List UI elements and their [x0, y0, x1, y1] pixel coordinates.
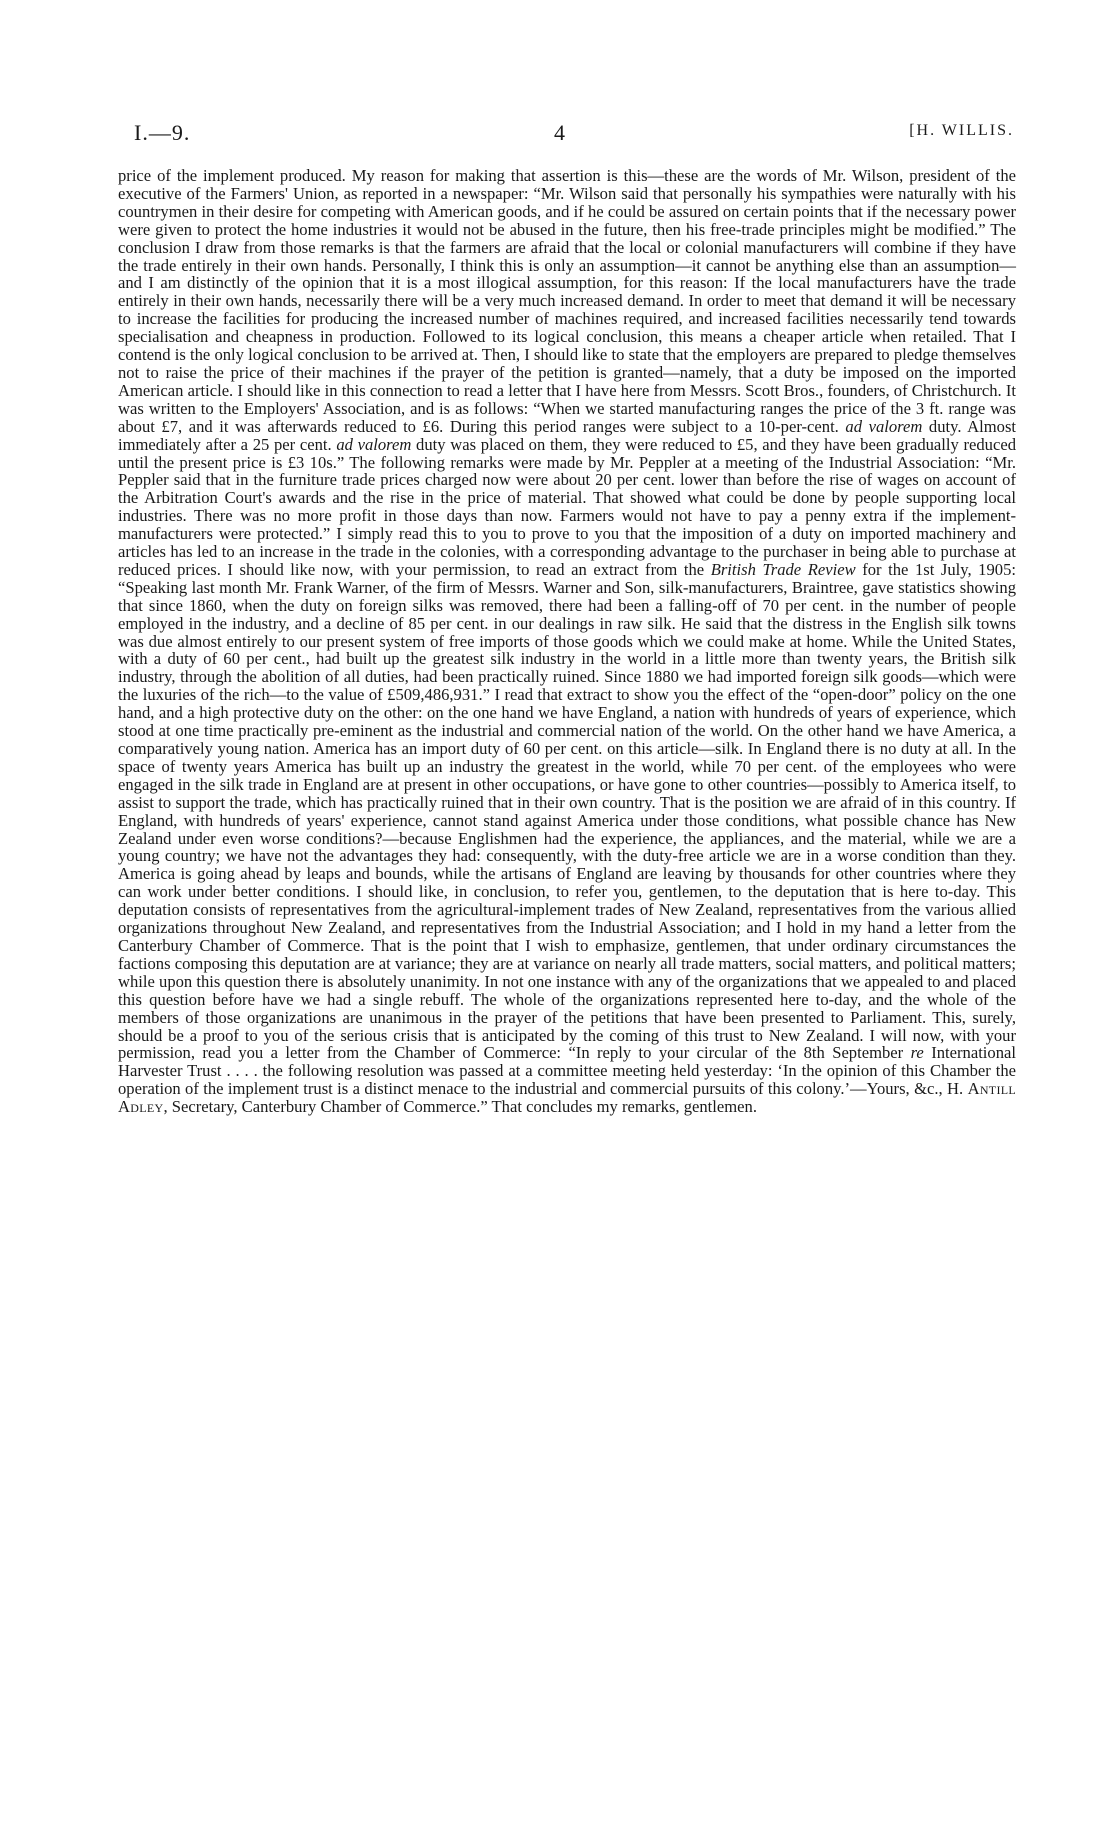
- page-header: [134, 120, 1014, 150]
- body-text: [118, 167, 1016, 1116]
- speaker-name: [H. WILLIS.: [909, 122, 1014, 139]
- text-run: duty was placed on them, they were reduced to £5, and they have been gradually reduced until the present price is £3 10s.” The following remarks were made by Mr. Peppler at a meeting of the Industrial Association: “Mr. Peppler said that in the furniture trade prices charged now were about 20 per cent. lower than before the rise of wages on account of the Arbitration Court's awards and the rise in the price of material. That showed what could be done by people supporting local industries. There was no more profit in those days than now. Farmers would not have to pay a penny extra if the implement-manufacturers were protected.” I simply read this to you to prove to you that the imposition of a duty on imported machinery and articles has led to an increase in the trade in the colonies, with a corresponding advantage to the purchaser in being able to purchase at reduced prices. I should like now, with your permission, to read an extract from the: [118, 434, 1016, 579]
- page-number: 4: [554, 120, 565, 145]
- parliamentary-paper-reference: I.—9.: [134, 120, 191, 145]
- text-run: duty. Almost immediately after a 25 per cent.: [118, 416, 1017, 454]
- italic-term: ad valorem: [336, 434, 412, 454]
- italic-term: ad valorem: [845, 416, 923, 436]
- paragraph: [118, 167, 1016, 1116]
- text-run: for the 1st July, 1905: “Speaking last month Mr. Frank Warner, of the firm of Messrs. Warner and Son, silk-manufacturers, Braintree, gave statistics showing that since 1860, when the duty on foreign silks was removed, there had been a falling-off of 70 per cent. in the number of people employed in the industry, and a decline of 85 per cent. in our dealings in raw silk. He said that the distress in the English silk towns was due almost entirely to our present system of free imports of those goods which we could make at home. While the United States, with a duty of 60 per cent., had built up the greatest silk industry in the world in a little more than twenty years, the British silk industry, through the abolition of all duties, had been practically ruined. Since 1880 we had imported foreign silk goods—which were the luxuries of the rich—to the value of £509,486,931.” I read that extract to show you the effect of the “open-door” policy on the one hand, and a high protective duty on the other: on the one hand we have England, a nation with hundreds of years of experience, which stood at one time practically pre-eminent as the industrial and commercial nation of the world. On the other hand we have America, a comparatively young nation. America has an import duty of 60 per cent. on this article—silk. In England there is no duty at all. In the space of twenty years America has built up an industry the greatest in the world, while 70 per cent. of the employees who were engaged in the silk trade in England are at present in other occupations, or have gone to other countries—possibly to America itself, to assist to support the trade, which has practically ruined that in their own country. That is the position we are afraid of in this country. If England, with hundreds of years' experience, cannot stand against America under those conditions, what possible chance has New Zealand under even worse conditions?—because Englishmen had the experience, the appliances, and the material, while we are a young country; we have not the advantages they had: consequently, with the duty-free article we are in a worse condition than they. America is going ahead by leaps and bounds, while the artisans of England are leaving by thousands for other countries where they can work under better conditions. I should like, in conclusion, to refer you, gentlemen, to the deputation that is here to-day. This deputation consists of representatives from the agricultural-implement trades of New Zealand, representatives from the various allied organizations throughout New Zealand, and representatives from the Industrial Association; and I hold in my hand a letter from the Canterbury Chamber of Commerce. That is the point that I wish to emphasize, gentlemen, that under ordinary circumstances the factions composing this deputation are at variance; they are at variance on nearly all trade matters, social matters, and political matters; while upon this question there is absolutely unanimity. In not one instance with any of the organizations that we appealed to and placed this question before have we had a single rebuff. The whole of the organizations represented here to-day, and the whole of the members of those organizations are unanimous in the prayer of the petitions that have been presented to Parliament. This, surely, should be a proof to you of the serious crisis that is anticipated by the coming of this trust to New Zealand. I will now, with your permission, read you a letter from the Chamber of Commerce: “In reply to your circular of the 8th September: [118, 559, 1016, 1063]
- signatory-name: Antill Adley: [118, 1079, 1016, 1117]
- italic-publication-title: British Trade Review: [710, 559, 856, 579]
- italic-term: re: [910, 1043, 924, 1063]
- text-run: , Secretary, Canterbury Chamber of Commerce.” That concludes my remarks, gentlemen.: [163, 1097, 757, 1117]
- text-run: price of the implement produced. My reason for making that assertion is this—these are the words of Mr. Wilson, president of the executive of the Farmers' Union, as reported in a newspaper: “Mr. Wilson said that personally his sympathies were naturally with his countrymen in their desire for competing with American goods, and if he could be assured on certain points that if the necessary power were given to protect the home industries it would not be abused in the future, then his free-trade principles might be modified.” The conclusion I draw from those remarks is that the farmers are afraid that the local or colonial manufacturers will combine if they have the trade entirely in their own hands. Personally, I think this is only an assumption—it cannot be anything else than an assumption—and I am distinctly of the opinion that it is a most illogical assumption, for this reason: If the local manufacturers have the trade entirely in their own hands, necessarily there will be a very much increased demand. In order to meet that demand it will be necessary to increase the facilities for producing the increased number of machines required, and increased facilities necessarily tend towards specialisation and cheapness in production. Followed to its logical conclusion, this means a cheaper article when retailed. That I contend is the only logical conclusion to be arrived at. Then, I should like to state that the employers are prepared to pledge themselves not to raise the price of their machines if the prayer of the petition is granted—namely, that a duty be imposed on the imported American article. I should like in this connection to read a letter that I have here from Messrs. Scott Bros., founders, of Christchurch. It was written to the Employers' Association, and is as follows: “When we started manufacturing ranges the price of the 3 ft. range was about £7, and it was afterwards reduced to £6. During this period ranges were subject to a 10-per-cent.: [118, 166, 1016, 436]
- text-run: International Harvester Trust . . . . the following resolution was passed at a committee meeting held yesterday: ‘In the opinion of this Chamber the operation of the implement trust is a distinct menace to the industrial and commercial pursuits of this colony.’—Yours, &c., H.: [118, 1043, 1016, 1099]
